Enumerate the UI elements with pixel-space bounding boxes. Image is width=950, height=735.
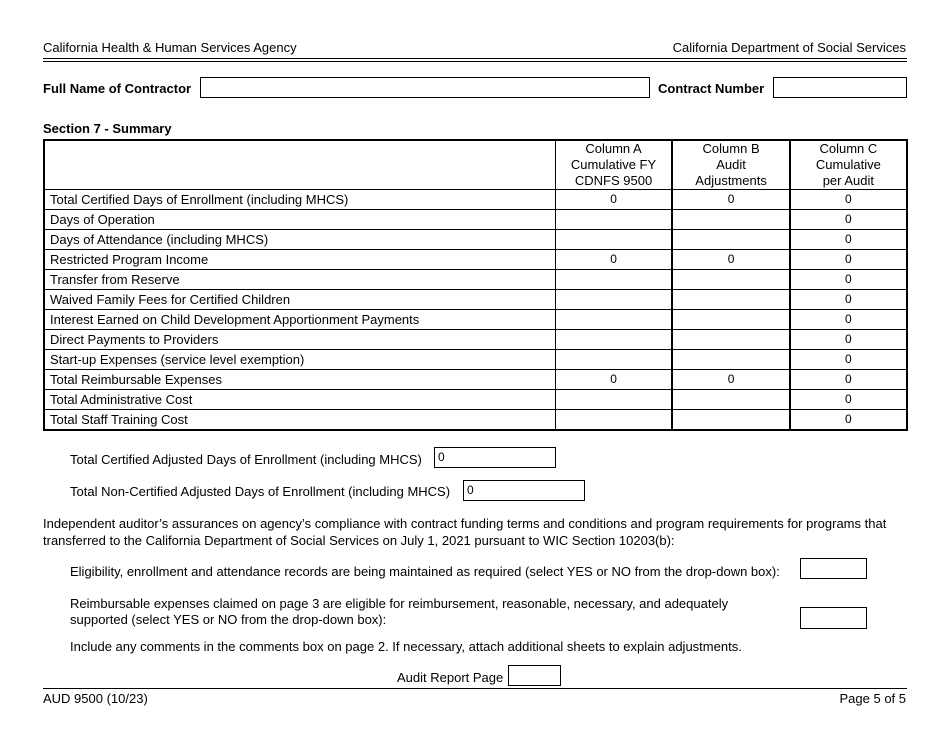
column-a-value[interactable]	[555, 210, 672, 230]
column-b-value[interactable]	[672, 270, 789, 290]
column-header-line: Audit	[716, 157, 746, 172]
table-row	[44, 290, 907, 310]
column-b-value[interactable]	[672, 290, 789, 310]
header-rule	[43, 58, 907, 59]
table-row	[44, 230, 907, 250]
column-c-value: 0	[790, 250, 907, 270]
column-c-value: 0	[790, 410, 907, 431]
footer-rule	[43, 688, 907, 689]
contract-number-label: Contract Number	[658, 81, 765, 96]
row-label: Days of Attendance (including MHCS)	[44, 230, 555, 250]
contract-number-input[interactable]	[773, 77, 907, 98]
audit-report-page-label: Audit Report Page	[397, 670, 504, 685]
column-b-value[interactable]	[672, 330, 789, 350]
column-b-value[interactable]	[672, 350, 789, 370]
column-b-header	[672, 140, 789, 190]
column-a-header	[555, 140, 672, 190]
column-c-value: 0	[790, 270, 907, 290]
column-header-line: per Audit	[822, 173, 875, 188]
column-b-value[interactable]: 0	[672, 250, 789, 270]
table-row	[44, 210, 907, 230]
table-row	[44, 330, 907, 350]
column-b-value[interactable]: 0	[672, 370, 789, 390]
column-c-value: 0	[790, 230, 907, 250]
column-header-line: Column C	[819, 141, 878, 156]
section-title: Section 7 - Summary	[43, 121, 172, 136]
row-label: Start-up Expenses (service level exemption)	[44, 350, 555, 370]
eligibility-dropdown[interactable]	[800, 558, 867, 579]
row-label: Waived Family Fees for Certified Children	[44, 290, 555, 310]
row-label: Total Staff Training Cost	[44, 410, 555, 431]
table-row	[44, 350, 907, 370]
row-label: Interest Earned on Child Development Apportionment Payments	[44, 310, 555, 330]
department-name: California Department of Social Services	[672, 40, 906, 55]
row-label: Total Administrative Cost	[44, 390, 555, 410]
assurances-intro: Independent auditor’s assurances on agency’s compliance with contract funding terms and conditions and program requirements for programs that transferred to the California Department of Social Services on July 1, 2021 pursuant to WIC Section 10203(b):	[43, 516, 887, 548]
page-number: Page 5 of 5	[839, 691, 906, 706]
column-a-value[interactable]	[555, 410, 672, 431]
column-b-value[interactable]	[672, 410, 789, 431]
eligibility-label: Eligibility, enrollment and attendance records are being maintained as required (select YES or NO from the drop-down box):	[70, 564, 780, 579]
column-a-value[interactable]: 0	[555, 370, 672, 390]
summary-table	[43, 139, 908, 431]
column-header-line: Column B	[702, 141, 760, 156]
column-a-value[interactable]: 0	[555, 190, 672, 210]
column-c-value: 0	[790, 390, 907, 410]
table-header-row	[44, 140, 907, 190]
noncertified-adjusted-label: Total Non-Certified Adjusted Days of Enrollment (including MHCS)	[70, 484, 451, 499]
column-a-value[interactable]: 0	[555, 250, 672, 270]
agency-name: California Health & Human Services Agency	[43, 40, 297, 55]
comments-note: Include any comments in the comments box on page 2. If necessary, attach additional sheets to explain adjustments.	[70, 639, 742, 654]
table-row	[44, 270, 907, 290]
column-a-value[interactable]	[555, 230, 672, 250]
column-header-line: Adjustments	[695, 173, 767, 188]
column-header-line: CDNFS 9500	[574, 173, 653, 188]
column-c-value: 0	[790, 350, 907, 370]
reimbursable-label-line2: supported (select YES or NO from the drop-down box):	[70, 612, 387, 627]
row-label: Total Reimbursable Expenses	[44, 370, 555, 390]
table-row	[44, 370, 907, 390]
certified-adjusted-label: Total Certified Adjusted Days of Enrollment (including MHCS)	[70, 452, 422, 467]
column-b-value[interactable]	[672, 230, 789, 250]
column-c-value: 0	[790, 370, 907, 390]
column-b-value[interactable]	[672, 210, 789, 230]
table-row	[44, 410, 907, 431]
table-row	[44, 250, 907, 270]
row-label: Direct Payments to Providers	[44, 330, 555, 350]
reimbursable-dropdown[interactable]	[800, 607, 867, 629]
row-label: Transfer from Reserve	[44, 270, 555, 290]
column-c-value: 0	[790, 310, 907, 330]
column-c-header	[790, 140, 907, 190]
table-row	[44, 310, 907, 330]
column-a-value[interactable]	[555, 310, 672, 330]
column-a-value[interactable]	[555, 390, 672, 410]
contractor-name-input[interactable]	[200, 77, 650, 98]
column-header-line: Column A	[585, 141, 642, 156]
noncertified-adjusted-input[interactable]: 0	[463, 480, 585, 501]
column-a-value[interactable]	[555, 330, 672, 350]
column-header-line: Cumulative	[815, 157, 881, 172]
column-a-value[interactable]	[555, 350, 672, 370]
column-a-value[interactable]	[555, 270, 672, 290]
table-row	[44, 390, 907, 410]
column-c-value: 0	[790, 290, 907, 310]
contractor-name-label: Full Name of Contractor	[43, 81, 192, 96]
audit-report-page-input[interactable]	[508, 665, 561, 686]
header-rule-2	[43, 61, 907, 62]
row-label: Total Certified Days of Enrollment (including MHCS)	[44, 190, 555, 210]
column-b-value[interactable]	[672, 310, 789, 330]
row-label: Restricted Program Income	[44, 250, 555, 270]
form-id: AUD 9500 (10/23)	[43, 691, 148, 706]
row-label: Days of Operation	[44, 210, 555, 230]
certified-adjusted-input[interactable]: 0	[434, 447, 556, 468]
column-b-value[interactable]: 0	[672, 190, 789, 210]
column-header-line: Cumulative FY	[570, 157, 657, 172]
column-b-value[interactable]	[672, 390, 789, 410]
reimbursable-label-line1: Reimbursable expenses claimed on page 3 are eligible for reimbursement, reasonable, necessary, and adequately	[70, 596, 729, 611]
column-c-value: 0	[790, 190, 907, 210]
table-row	[44, 190, 907, 210]
column-a-value[interactable]	[555, 290, 672, 310]
blank-header-cell	[44, 140, 555, 190]
column-c-value: 0	[790, 210, 907, 230]
column-c-value: 0	[790, 330, 907, 350]
